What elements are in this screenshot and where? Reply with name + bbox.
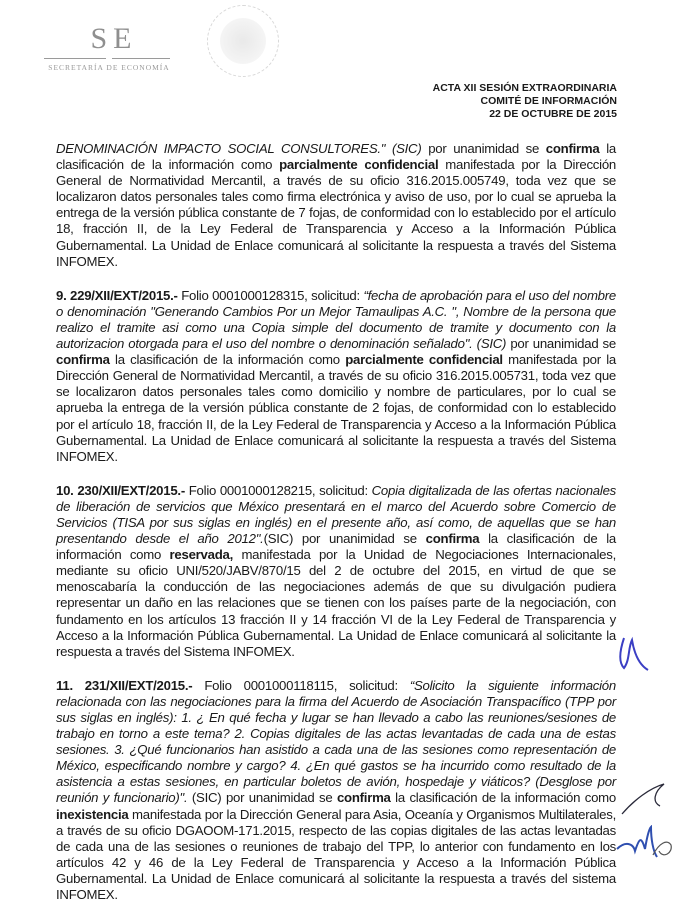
- item-number: 11. 231/XII/EXT/2015.-: [56, 677, 193, 693]
- logo-subtitle: SECRETARÍA DE ECONOMÍA: [48, 63, 170, 72]
- header-committee: COMITÉ DE INFORMACIÓN: [480, 95, 617, 107]
- item-number: 10. 230/XII/EXT/2015.-: [56, 482, 185, 498]
- logo-mark: SE: [90, 22, 138, 55]
- paragraph-item-9: 9. 229/XII/EXT/2015.- Folio 0001000128315, solicitud: “fecha de aprobación para el uso del nombre o denominación "Generando Cambios Por un Mejor Tamaulipas A.C. ", Nombre de la persona que realizo el tramite asi como una Copia simple del documento de tramite y documento con la autorizacion otorgada para el uso del nombre o denominación señalado". (SIC) por unanimidad se confirma la clasificación de la información como parcialmente confidencial manifestada por la Dirección General de Normatividad Mercantil, a través de su oficio 316.2015.005731, toda vez que se localizaron datos personales tales como domicilio y nombre de particulares, por lo cual se aprueba la entrega de la versión pública constante de 2 fojas, de conformidad con lo establecido por el artículo 18, fracción II, de la Ley Federal de Transparencia y Acceso a la Información Pública Gubernamental. La Unidad de Enlace comunicará al solicitante la respuesta a través del Sistema INFOMEX.: [56, 287, 616, 464]
- initials-signature-icon: [610, 630, 660, 680]
- item-number: 9. 229/XII/EXT/2015.-: [56, 287, 178, 303]
- margin-signature-icon: [620, 780, 670, 820]
- document-header: [433, 82, 617, 121]
- secretaria-economia-logo: [44, 24, 174, 72]
- coat-of-arms-seal-icon: [207, 5, 279, 77]
- paragraph-item-10: 10. 230/XII/EXT/2015.- Folio 0001000128215, solicitud: Copia digitalizada de las ofertas nacionales de liberación de servicios que México presentará en el marco del Acuerdo sobre Comercio de Servicios (TISA por sus siglas en inglés) en el presente año, así como, de aquellas que se han presentando desde el año 2012".(SIC) por unanimidad se confirma la clasificación de la información como reservada, manifestada por la Unidad de Negociaciones Internacionales, mediante su oficio UNI/520/JABV/870/15 del 2 de octubre del 2015, en virtud de que se menoscabaría la conducción de las negociaciones además de que su divulgación pudiera representar un daño en las relaciones que se tienen con los países parte de la negociación, con fundamento en los artículos 13 fracción II y 14 fracción VI de la Ley Federal de Transparencia y Acceso a la Información Pública Gubernamental. La Unidad de Enlace comunicará al solicitante la respuesta a través del Sistema INFOMEX.: [56, 482, 616, 659]
- rubric-signature-icon: [615, 825, 678, 859]
- paragraph-continued: DENOMINACIÓN IMPACTO SOCIAL CONSULTORES." (SIC) por unanimidad se confirma la clasificación de la información como parcialmente confidencial manifestada por la Dirección General de Normatividad Mercantil, a través de su oficio 316.2015.005749, toda vez que se localizaron datos personales tales como firma electrónica y aviso de uso, por lo cual se aprueba la entrega de la versión pública constante de 7 fojas, de conformidad con lo establecido por el artículo 18, fracción II, de la Ley Federal de Transparencia y Acceso a la Información Pública Gubernamental. La Unidad de Enlace comunicará al solicitante la respuesta a través del Sistema INFOMEX.: [56, 141, 616, 269]
- header-session: ACTA XII SESIÓN EXTRAORDINARIA: [432, 82, 617, 94]
- header-date: 22 DE OCTUBRE DE 2015: [489, 108, 617, 120]
- paragraph-item-11: 11. 231/XII/EXT/2015.- Folio 0001000118115, solicitud: “Solicito la siguiente información relacionada con las negociaciones para la firma del Acuerdo de Asociación Transpacífico (TPP por sus siglas en inglés): 1. ¿ En qué fecha y lugar se han llevado a cabo las reuniones/sesiones de trabajo en torno a este tema? 2. Copias digitales de las actas levantadas de cada una de estas sesiones. 3. ¿Qué funcionarios han asistido a cada una de las sesiones como representación de México, especificando nombre y cargo? 4. ¿En qué gastos se ha incurrido como resultado de la asistencia a estas sesiones, en particular boletos de avión, hospedaje y viáticos? (Desglose por reunión y funcionario)". (SIC) por unanimidad se confirma la clasificación de la información como inexistencia manifestada por la Dirección General para Asia, Oceanía y Organismos Multilaterales, a través de su oficio DGAOOM-171.2015, respecto de las copias digitales de las actas levantadas de cada una de las sesiones o reuniones de trabajo del TPP, lo anterior con fundamento en los artículos 42 y 46 de la Ley Federal de Transparencia y Acceso a la Información Pública Gubernamental. La Unidad de Enlace comunicará al solicitante la respuesta a través del sistema INFOMEX.: [56, 677, 616, 903]
- logo-divider: [44, 58, 174, 59]
- document-body: [56, 141, 616, 921]
